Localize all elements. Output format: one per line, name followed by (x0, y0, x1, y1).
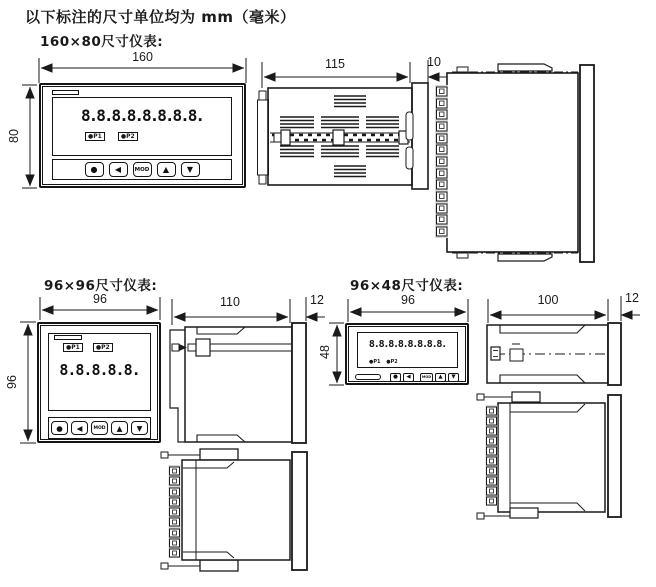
display-window-96x48 (357, 332, 458, 368)
section-heading-96x96: 96×96尺寸仪表: (44, 278, 158, 294)
up-button-icon: ▲ (157, 162, 176, 177)
view-96x96-side (170, 323, 306, 443)
meter-front-96x48 (345, 323, 469, 385)
down-button-icon: ▼ (131, 421, 148, 435)
p1-indicator: ●P1 (63, 343, 83, 352)
seven-segment-display: 8.8.8.8.8. (59, 361, 140, 379)
down-button-icon: ▼ (448, 373, 459, 382)
p2-indicator: ●P2 (118, 132, 138, 141)
button-row-96x48 (355, 372, 459, 382)
down-button-icon: ▼ (181, 162, 200, 177)
button-row-96x96 (48, 417, 151, 439)
view-96x48-top (487, 323, 621, 385)
model-label-chip (355, 374, 381, 380)
setpoint-indicators (63, 343, 113, 362)
shift-left-button-icon: ◀ (71, 421, 88, 435)
dim-label-height-96x96: 96 (5, 375, 19, 389)
model-label-chip (52, 90, 79, 95)
dim-label-height-96x48: 48 (318, 345, 332, 359)
bezel-96x48 (608, 323, 621, 385)
dim-label-width-160x80: 160 (132, 50, 153, 64)
section-heading-160x80: 160×80尺寸仪表: (40, 34, 164, 50)
seven-segment-display: 8.8.8.8.8.8.8.8. (368, 339, 447, 350)
display-window-160x80 (52, 97, 232, 156)
setpoint-indicators (369, 359, 398, 365)
section-heading-96x48: 96×48尺寸仪表: (350, 278, 464, 294)
set-button-icon: ● (85, 162, 104, 177)
view-160x80-top (435, 64, 594, 262)
dim-label-bezel-160x80: 10 (427, 55, 441, 69)
up-button-icon: ▲ (435, 373, 446, 382)
set-button-icon: ● (51, 421, 68, 435)
view-96x96-rear-side (161, 449, 307, 571)
view-96x48-rear-side (477, 392, 621, 519)
dim-label-height-160x80: 80 (7, 129, 21, 143)
terminals-96x96 (170, 467, 180, 557)
seven-segment-display: 8.8.8.8.8.8.8.8. (80, 106, 204, 125)
meter-front-160x80 (39, 83, 246, 188)
display-window-96x96 (48, 333, 151, 411)
bezel-160x80 (580, 65, 594, 262)
view-160x80-side (258, 83, 429, 189)
set-button-icon: ● (390, 373, 401, 382)
dim-label-depth-160x80: 115 (325, 57, 345, 71)
dim-label-bezel-96x96: 12 (310, 293, 324, 307)
p1-indicator: ●P1 (85, 132, 105, 141)
meter-front-96x96 (37, 322, 161, 443)
meter-front-96x48-inner (348, 326, 466, 382)
p2-indicator: ●P2 (386, 359, 398, 365)
meter-front-160x80-inner (42, 86, 243, 185)
mod-button: MOD (133, 162, 152, 177)
shift-left-button-icon: ◀ (109, 162, 128, 177)
mod-button: MOD (420, 373, 433, 382)
dim-label-width-96x96: 96 (93, 292, 107, 306)
mod-button: MOD (91, 421, 108, 435)
dim-label-depth-96x96: 110 (220, 295, 240, 309)
up-button-icon: ▲ (111, 421, 128, 435)
dim-label-bezel-96x48: 12 (625, 291, 639, 305)
bezel-96x96 (292, 323, 306, 443)
button-row-160x80 (52, 159, 232, 180)
p1-indicator: ●P1 (369, 359, 381, 365)
unit-note: 以下标注的尺寸单位均为 mm（毫米） (25, 8, 296, 26)
model-label-chip (54, 335, 82, 340)
setpoint-indicators (85, 132, 138, 151)
shift-left-button-icon: ◀ (403, 373, 414, 382)
dim-label-depth-96x48: 100 (537, 293, 559, 307)
p2-indicator: ●P2 (93, 343, 113, 352)
meter-front-96x96-inner (40, 325, 158, 440)
dim-label-width-96x48: 96 (401, 293, 415, 307)
